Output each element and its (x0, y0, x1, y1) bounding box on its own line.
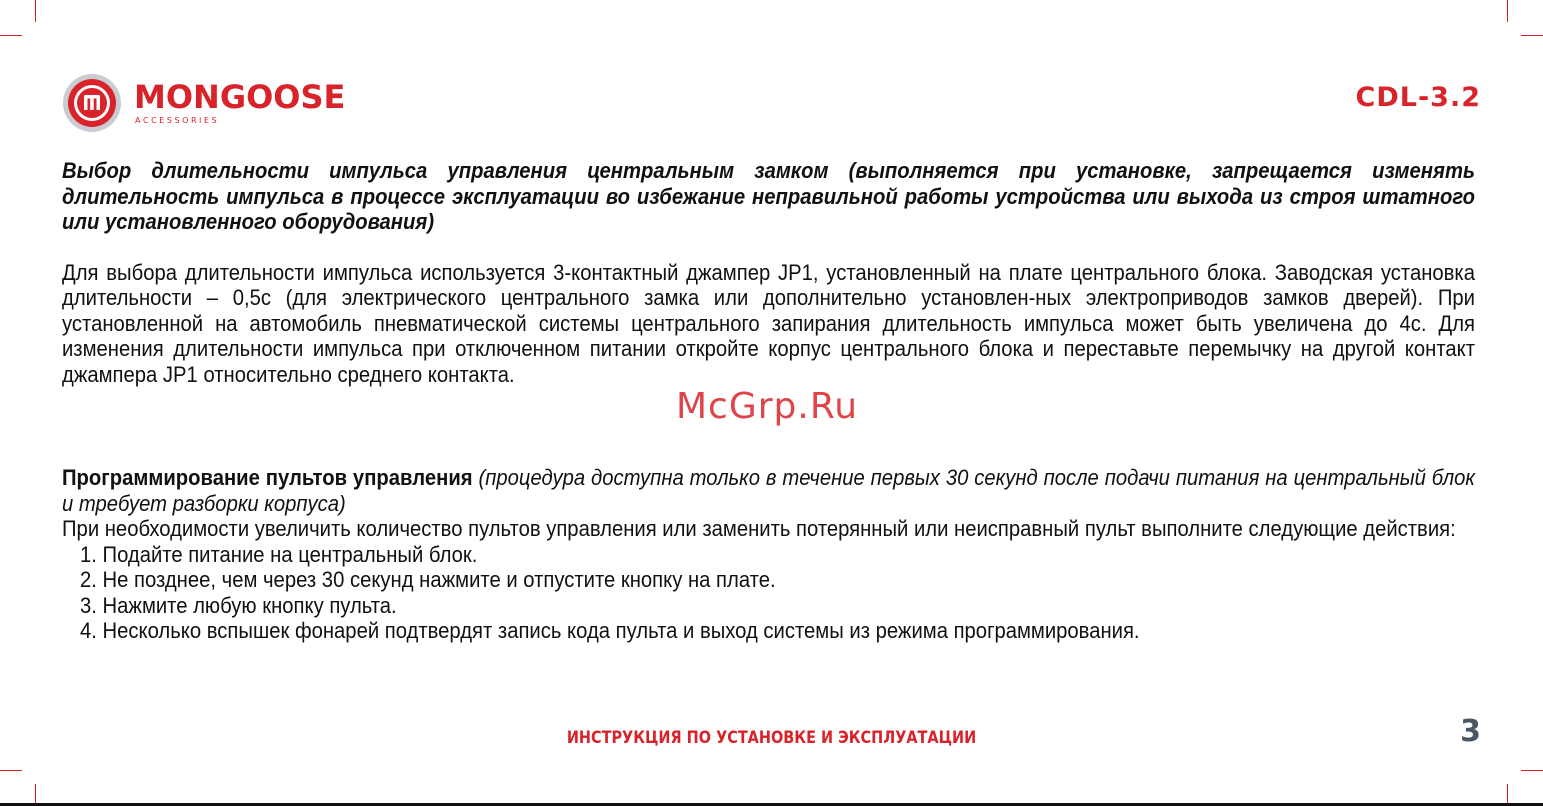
heading-italic: (процедура доступна только в течение первых 30 секунд после подачи питания на центральный блок и требует разборки корпуса) (62, 465, 1475, 516)
svg-text:MONGOOSE: MONGOOSE (134, 78, 346, 116)
section-heading (62, 465, 1475, 516)
list-item: 2. Не позднее, чем через 30 секунд нажмите и отпустите кнопку на плате. (80, 567, 776, 592)
heading-bold: Программирование пультов управления (62, 465, 473, 490)
crop-mark (1521, 770, 1543, 771)
brand-logo (62, 68, 392, 138)
crop-mark (35, 0, 36, 22)
list-item: 1. Подайте питание на центральный блок. (80, 541, 478, 567)
section-jumper (62, 158, 1475, 387)
crop-mark (0, 35, 22, 36)
watermark: McGrp.Ru (676, 386, 859, 427)
list-item: 3. Нажмите любую кнопку пульта. (80, 592, 397, 618)
steps-list (62, 542, 1475, 644)
model-name: CDL-3.2 (1355, 82, 1481, 113)
footer-title: ИНСТРУКЦИЯ ПО УСТАНОВКЕ И ЭКСПЛУАТАЦИИ (566, 728, 977, 748)
section-heading: Выбор длительности импульса управления центральным замком (выполняется при установке, запрещается изменять длительность импульса в процессе эксплуатации во избежание неправильной работы устройства или выхода из строя штатного или установленного оборудования) (62, 158, 1475, 234)
section-intro: При необходимости увеличить количество пультов управления или заменить потерянный или неисправный пульт выполните следующие действия: (62, 516, 1456, 541)
page-number: 3 (1460, 714, 1481, 749)
section-programming (62, 465, 1475, 644)
crop-mark (0, 770, 22, 771)
section-body: Для выбора длительности импульса используется 3-контактный джампер JP1, установленный на плате центрального блока. Заводская установка длительности – 0,5с (для электрического центрального замка или дополнительно установлен-ных электроприводов замков дверей). При установленной на автомобиль пневматической системы центрального запирания длительность импульса может быть увеличена до 4с. Для изменения длительности импульса при отключенном питании откройте корпус центрального блока и переставьте перемычку на другой контакт джампера JP1 относительно среднего контакта. (62, 259, 1475, 387)
mongoose-logo-icon (62, 68, 392, 138)
list-item: 4. Несколько вспышек фонарей подтвердят запись кода пульта и выход системы из режима программирования. (80, 618, 1140, 643)
crop-mark (1507, 0, 1508, 22)
crop-mark (1521, 35, 1543, 36)
svg-text:A C C E S S O R I E S: A C C E S S O R I E S (135, 116, 217, 125)
